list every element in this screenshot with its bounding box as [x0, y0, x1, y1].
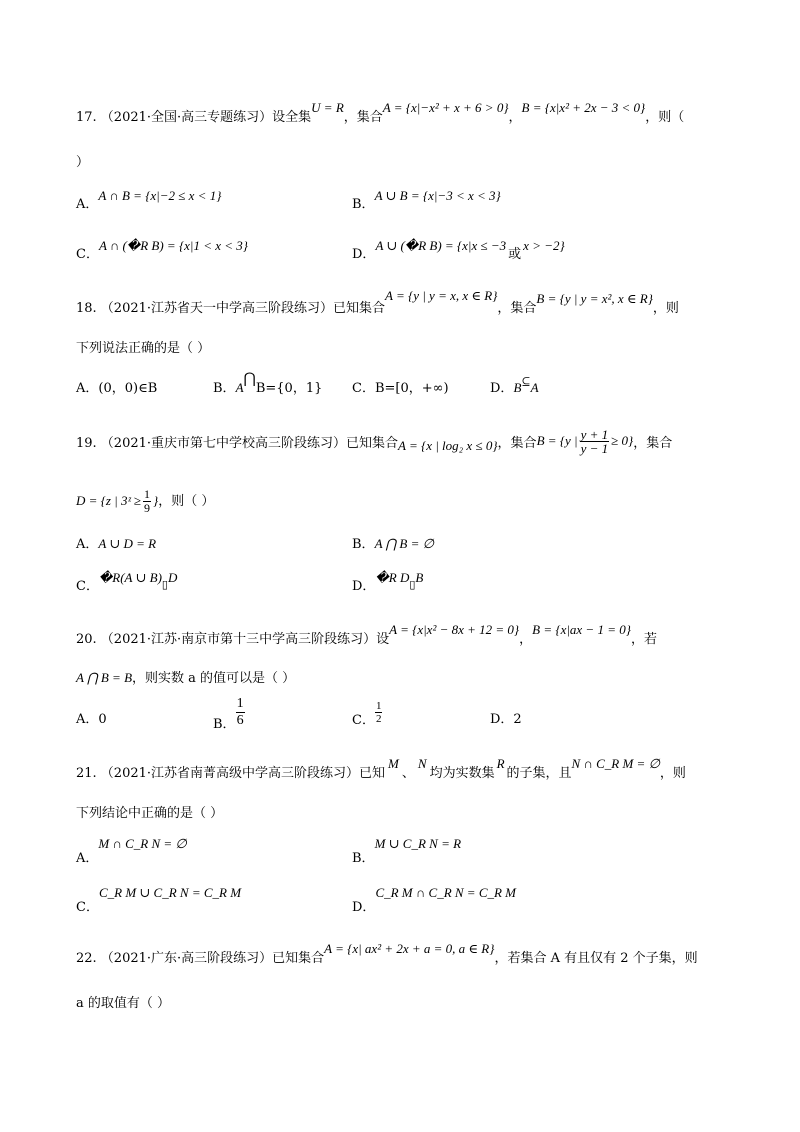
q21-stem-text2: 均为实数集 — [429, 766, 495, 781]
fraction-denominator: y − 1 — [580, 441, 609, 456]
q17-stem-text2: ，集合 — [343, 110, 383, 125]
q20-option-c[interactable] — [352, 700, 382, 728]
q19-stem-text4: ，则（ ） — [158, 494, 215, 509]
option-math2: x > −2} — [523, 238, 565, 253]
q20-condition: A ⋂ B = B — [76, 670, 133, 685]
q19-stem-text2: ，集合 — [497, 436, 537, 451]
q19-set-b-pre: B = {y | — [536, 433, 578, 448]
fraction — [375, 700, 383, 725]
q20-sep: ， — [519, 632, 533, 647]
option-math: B — [513, 380, 522, 395]
q19-set-d-pre: D = {z | 3ᶻ ≥ — [76, 493, 142, 508]
q21-r: R — [496, 756, 505, 771]
option-math: A — [235, 380, 244, 395]
q18-stem-text2: ，集合 — [497, 301, 537, 316]
q18-set-a: A = {y | y = x, x ∈ R} — [385, 288, 498, 303]
option-label: D． — [352, 247, 376, 262]
q19-set-b-post: ≥ 0} — [611, 433, 634, 448]
q19-option-d[interactable] — [352, 567, 424, 594]
option-math: A ⋂ B = ∅ — [374, 536, 434, 551]
subset-box-icon: ▯ — [161, 578, 168, 591]
option-label: A． — [76, 851, 99, 866]
option-label: C． — [352, 713, 375, 728]
q19-stem-text: 19. （2021·重庆市第七中学校高三阶段练习）已知集合 — [76, 436, 399, 451]
option-math: A ∪ D = R — [98, 536, 157, 551]
option-or: 或 — [508, 247, 522, 262]
q20-option-a[interactable] — [76, 708, 107, 727]
option-math: A ∩ (�R B) = {x|1 < x < 3} — [98, 238, 248, 253]
q20-stem-text3: ，则实数 a 的值可以是（ ） — [132, 671, 296, 686]
q17-option-d[interactable] — [352, 235, 565, 262]
q21-m: M — [388, 756, 399, 771]
q18-stem-text: 18. （2021·江苏省天一中学高三阶段练习）已知集合 — [76, 301, 386, 316]
option-label: C． — [76, 247, 99, 262]
fraction — [236, 696, 245, 729]
option-math: A ∩ B = {x|−2 ≤ x < 1} — [98, 188, 222, 203]
q21-condition: N ∩ C_R M = ∅ — [571, 756, 660, 771]
option-math2: D — [167, 570, 178, 585]
q20-stem-text2: ，若 — [630, 632, 657, 647]
fraction-numerator: 1 — [144, 487, 151, 501]
option-label: A． — [76, 197, 99, 212]
q17-stem-text: 17. （2021·全国·高三专题练习）设全集 — [76, 110, 312, 125]
q18-stem-text3: ，则 — [652, 301, 679, 316]
q18-option-c[interactable] — [352, 377, 449, 396]
q20-set-a: A = {x|x² − 8x + 12 = 0} — [389, 622, 520, 637]
q21-stem-text4: ，则 — [659, 766, 686, 781]
q21-stem-text3: 的子集，且 — [506, 766, 572, 781]
q19-stem-line2 — [76, 488, 214, 515]
q19-fraction-d — [143, 488, 151, 515]
q20-option-b[interactable] — [213, 696, 245, 732]
subset-symbol: ⊆ — [521, 375, 531, 388]
option-label: C． — [76, 900, 99, 915]
option-math: �R(A ∪ B) — [98, 570, 162, 585]
q22-set-a: A = {x| ax² + 2x + a = 0, a ∈ R} — [324, 941, 495, 956]
q21-option-c[interactable] — [76, 882, 242, 915]
option-label: B． — [213, 717, 236, 732]
q17-stem-close: ） — [76, 155, 90, 170]
option-math2: B={0，1} — [255, 381, 323, 396]
q22-stem-text: 22. （2021·广东·高三阶段练习）已知集合 — [76, 951, 325, 966]
option-math2: B — [415, 570, 424, 585]
option-label: D． — [490, 381, 514, 396]
option-math: C_R M ∩ C_R N = C_R M — [375, 885, 517, 900]
fraction-denominator: 6 — [236, 713, 244, 728]
q19-option-c[interactable] — [76, 567, 178, 594]
q20-option-d[interactable] — [490, 708, 522, 727]
q22-stem-text2: ，若集合 A 有且仅有 2 个子集，则 — [494, 951, 698, 966]
option-math: A ∪ (�R B) = {x|x ≤ −3 — [375, 238, 507, 253]
q21-stem-text: 21. （2021·江苏省南菁高级中学高三阶段练习）已知 — [76, 766, 386, 781]
q21-option-a[interactable] — [76, 833, 187, 866]
q20-stem-text: 20. （2021·江苏·南京市第十三中学高三阶段练习）设 — [76, 632, 390, 647]
q22-stem-line2: a 的取值有（ ） — [76, 996, 171, 1011]
option-text: A．(0，0)∈B — [76, 381, 158, 396]
q19-option-b[interactable] — [352, 533, 434, 552]
q17-universal-set: U = R — [311, 100, 344, 115]
q19-set-a: A = {x | log₂ x ≤ 0} — [398, 438, 498, 453]
q22-stem — [76, 941, 698, 966]
fraction-numerator: 1 — [375, 700, 382, 712]
option-math: A ∪ B = {x|−3 < x < 3} — [374, 188, 501, 203]
q17-option-a[interactable] — [76, 185, 222, 212]
fraction-denominator: 2 — [375, 713, 382, 725]
q21-stem — [76, 756, 686, 781]
q18-option-d[interactable] — [490, 377, 539, 396]
q20-stem-line2 — [76, 667, 295, 686]
q17-sep: ， — [508, 110, 522, 125]
q18-stem — [76, 288, 679, 316]
q19-fraction — [580, 428, 610, 455]
q17-option-b[interactable] — [352, 185, 501, 212]
q21-n: N — [417, 756, 427, 771]
option-math: M ∩ C_R N = ∅ — [98, 836, 187, 851]
q17-stem-text3: ，则（ — [645, 110, 685, 125]
q17-stem — [76, 100, 685, 125]
q20-stem — [76, 622, 657, 647]
option-label: C． — [76, 579, 99, 594]
fraction-numerator: y + 1 — [580, 427, 609, 442]
q21-stem-line2: 下列结论中正确的是（ ） — [76, 806, 224, 821]
option-label: B． — [352, 537, 375, 552]
option-label: B． — [213, 381, 236, 396]
q17-option-c[interactable] — [76, 235, 248, 262]
q18-set-b: B = {y | y = x², x ∈ R} — [536, 291, 653, 306]
fraction-denominator: 9 — [144, 501, 151, 515]
q19-stem-text3: ，集合 — [633, 436, 673, 451]
option-label: D． — [352, 579, 376, 594]
option-math: C_R M ∪ C_R N = C_R M — [98, 885, 242, 900]
option-text: A．0 — [76, 712, 107, 727]
option-text: D．2 — [490, 712, 522, 727]
option-label: B． — [352, 851, 375, 866]
q21-option-d[interactable] — [352, 882, 517, 915]
option-label: D． — [352, 900, 376, 915]
q19-option-a[interactable] — [76, 533, 156, 552]
q19-stem — [76, 427, 673, 457]
option-text: C．B=[0，+∞) — [352, 381, 449, 396]
q20-set-b: B = {x|ax − 1 = 0} — [532, 622, 631, 637]
q17-set-a: A = {x|−x² + x + 6 > 0} — [382, 100, 509, 115]
q18-stem-line2: 下列说法正确的是（ ） — [76, 341, 211, 356]
q21-option-b[interactable] — [352, 833, 462, 866]
q19-set-d-post: } — [153, 493, 159, 508]
q18-option-b[interactable] — [213, 369, 323, 396]
intersection-symbol: ⋂ — [243, 369, 256, 387]
option-math2: A — [530, 380, 539, 395]
option-label: B． — [352, 197, 375, 212]
q17-set-b: B = {x|x² + 2x − 3 < 0} — [521, 100, 646, 115]
subset-box-icon: ▯ — [409, 578, 416, 591]
option-math: M ∪ C_R N = R — [374, 836, 462, 851]
option-math: �R D — [375, 570, 410, 585]
q18-option-a[interactable] — [76, 377, 157, 396]
fraction-numerator: 1 — [236, 696, 244, 711]
option-label: A． — [76, 537, 99, 552]
q21-dun: 、 — [401, 766, 415, 781]
